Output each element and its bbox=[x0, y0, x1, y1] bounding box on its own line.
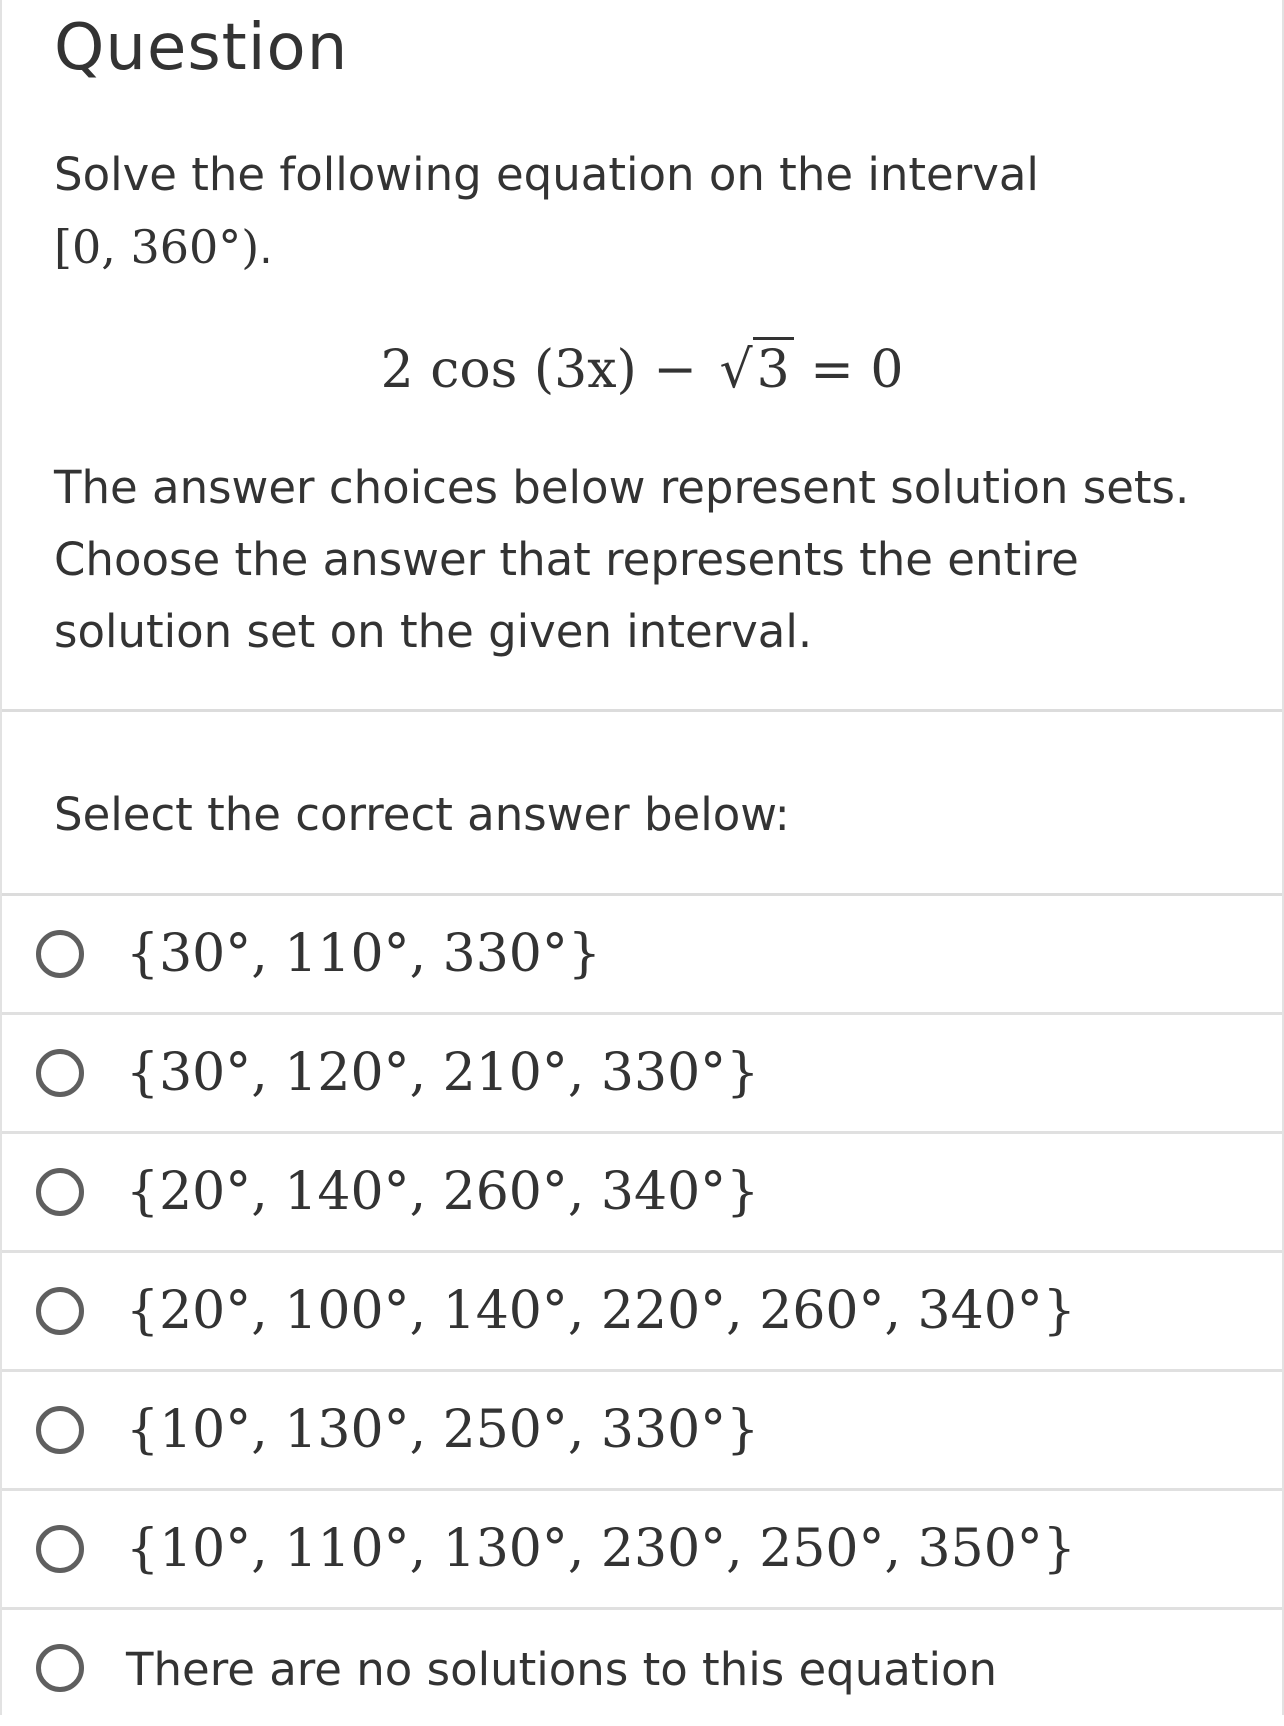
equation bbox=[2, 330, 1282, 410]
radio-button-icon[interactable] bbox=[36, 1644, 84, 1692]
answer-choice-7[interactable] bbox=[2, 1610, 1282, 1726]
answer-choice-label[interactable]: {20°, 100°, 140°, 220°, 260°, 340°} bbox=[126, 1281, 1076, 1341]
answer-choice-3[interactable] bbox=[2, 1134, 1282, 1253]
answer-choice-label[interactable]: There are no solutions to this equation bbox=[126, 1643, 998, 1696]
answer-choice-4[interactable] bbox=[2, 1253, 1282, 1372]
answer-choice-5[interactable] bbox=[2, 1372, 1282, 1491]
instructions-line-2: Choose the answer that represents the entire bbox=[54, 533, 1079, 586]
radio-button-icon[interactable] bbox=[36, 1406, 84, 1454]
instructions-line-1: The answer choices below represent solution sets. bbox=[54, 461, 1190, 514]
radio-button-icon[interactable] bbox=[36, 930, 84, 978]
answer-choice-label[interactable]: {30°, 110°, 330°} bbox=[126, 924, 601, 984]
answer-choices bbox=[2, 893, 1282, 1726]
interval-value: [0, 360°) bbox=[54, 220, 260, 274]
instructions bbox=[54, 452, 1254, 668]
answer-choice-label[interactable]: {10°, 110°, 130°, 230°, 250°, 350°} bbox=[126, 1519, 1076, 1579]
radio-button-icon[interactable] bbox=[36, 1168, 84, 1216]
answer-choice-1[interactable] bbox=[2, 896, 1282, 1015]
answer-choice-label[interactable]: {30°, 120°, 210°, 330°} bbox=[126, 1043, 760, 1103]
radio-button-icon[interactable] bbox=[36, 1049, 84, 1097]
equation-right: = 0 bbox=[793, 340, 904, 400]
radio-button-icon[interactable] bbox=[36, 1525, 84, 1573]
answer-choice-label[interactable]: {10°, 130°, 250°, 330°} bbox=[126, 1400, 760, 1460]
answer-choice-6[interactable] bbox=[2, 1491, 1282, 1610]
sqrt-symbol: √3 bbox=[713, 330, 793, 410]
question-heading: Question bbox=[54, 11, 349, 85]
select-answer-prompt: Select the correct answer below: bbox=[54, 788, 790, 841]
answer-choice-label[interactable]: {20°, 140°, 260°, 340°} bbox=[126, 1162, 760, 1222]
sqrt-radicand: 3 bbox=[753, 337, 794, 400]
question-panel bbox=[2, 0, 1282, 712]
radio-button-icon[interactable] bbox=[36, 1287, 84, 1335]
answer-choice-2[interactable] bbox=[2, 1015, 1282, 1134]
question-prompt: Solve the following equation on the interval bbox=[54, 148, 1039, 201]
interval-period: . bbox=[259, 224, 273, 273]
interval-expression bbox=[54, 212, 273, 284]
instructions-line-3: solution set on the given interval. bbox=[54, 605, 813, 658]
equation-left: 2 cos (3x) − bbox=[380, 340, 714, 400]
